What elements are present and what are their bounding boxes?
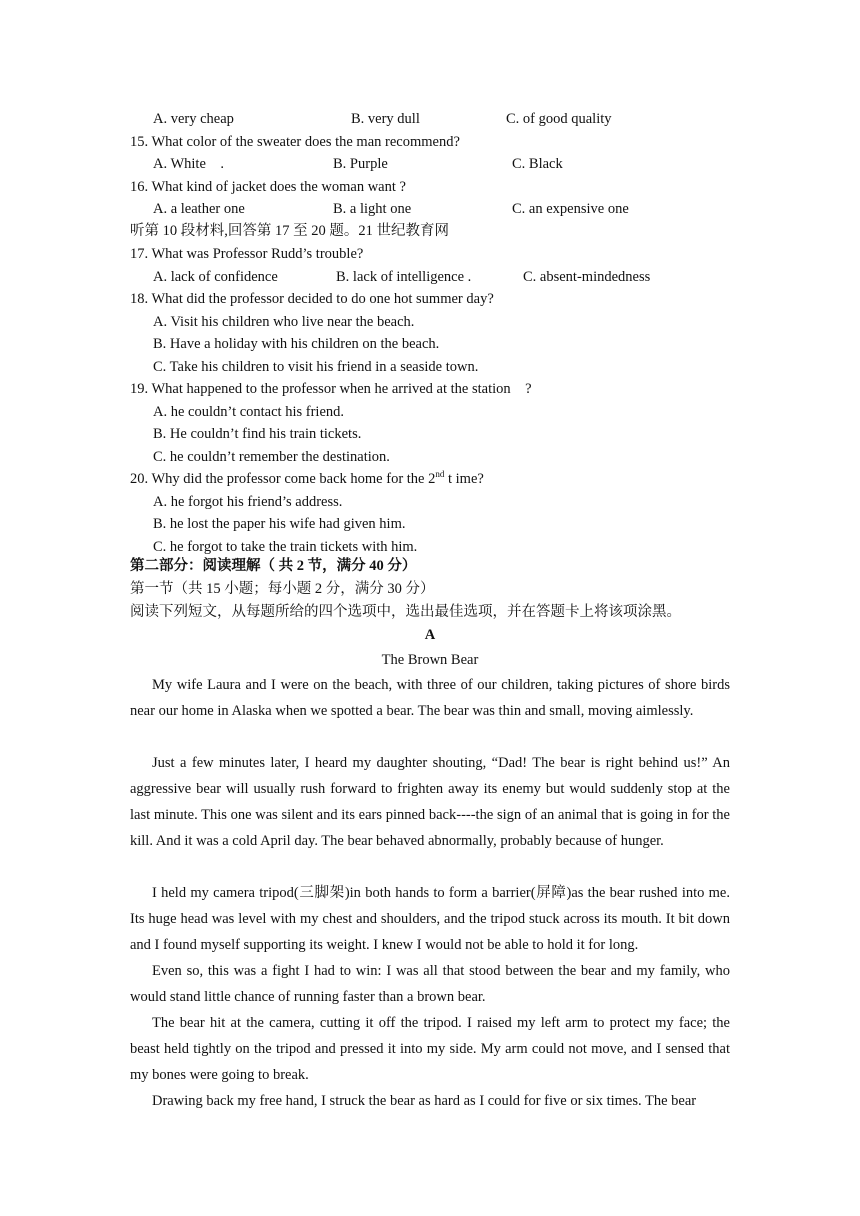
ordinal-suffix: nd (435, 469, 445, 480)
option-c: C. Black (512, 156, 563, 172)
stem-text: 20. Why did the professor come back home for the 2 (130, 471, 436, 487)
option-b: B. a light one (333, 201, 412, 217)
passage-title: The Brown Bear (381, 652, 479, 668)
option-a: A. White . (153, 156, 225, 172)
paragraph-4 (130, 958, 730, 1010)
paragraph-text: Just a few minutes later, I heard my daughter shouting, “Dad! The bear is right behind us!” An aggressive bear will usually rush forward to frighten away its enemy but would suddenly stop at the last minute. This one was silent and its ears pinned back----the sign of an animal that is going in for the kill. And it was a cold April day. The bear behaved abnormally, probably because of hunger. (130, 755, 730, 849)
question-19-option-a: A. he couldn’t contact his friend. (153, 404, 344, 420)
question-19-option-b: B. He couldn’t find his train tickets. (153, 426, 362, 442)
paragraph-5 (130, 1010, 730, 1088)
question-18-stem: 18. What did the professor decided to do one hot summer day? (130, 291, 494, 307)
paragraph-3 (130, 880, 730, 958)
question-18-option-a: A. Visit his children who live near the beach. (153, 314, 415, 330)
stem-text-end: t ime? (444, 471, 484, 487)
paragraph-text: I held my camera tripod(三脚架)in both hands to form a barrier(屏障)as the bear rushed into me. Its huge head was level with my chest and shoulders, and the tripod stuck across its mouth. It bit down and I found myself supporting its weight. I knew I would not be able to hold it for long. (130, 885, 730, 953)
option-c: C. of good quality (506, 111, 612, 127)
question-20-option-a: A. he forgot his friend’s address. (153, 494, 343, 510)
option-b: B. lack of intelligence . (336, 269, 472, 285)
question-18-option-c: C. Take his children to visit his friend in a seaside town. (153, 359, 479, 375)
section-1-heading: 第一节（共 15 小题；每小题 2 分，满分 30 分） (130, 581, 435, 597)
passage-label: A (424, 627, 436, 643)
option-a: A. lack of confidence (153, 269, 278, 285)
question-18-option-b: B. Have a holiday with his children on the beach. (153, 336, 440, 352)
question-15-stem: 15. What color of the sweater does the man recommend? (130, 134, 460, 150)
option-a: A. a leather one (153, 201, 245, 217)
option-c: C. an expensive one (512, 201, 629, 217)
listening-instruction: 听第 10 段材料,回答第 17 至 20 题。21 世纪教育网 (130, 223, 449, 239)
option-b: B. Purple (333, 156, 388, 172)
question-20-option-c: C. he forgot to take the train tickets with him. (153, 539, 418, 555)
paragraph-1 (130, 672, 730, 724)
paragraph-text: Drawing back my free hand, I struck the bear as hard as I could for five or six times. The bear (152, 1093, 697, 1109)
option-b: B. very dull (351, 111, 420, 127)
question-16-stem: 16. What kind of jacket does the woman want ? (130, 179, 406, 195)
paragraph-text: The bear hit at the camera, cutting it off the tripod. I raised my left arm to protect my face; the beast held tightly on the tripod and pressed it into my side. My arm could not move, and I sensed that my bones were going to break. (130, 1015, 730, 1083)
reading-instructions: 阅读下列短文，从每题所给的四个选项中，选出最佳选项，并在答题卡上将该项涂黑。 (130, 604, 681, 620)
paragraph-2 (130, 750, 730, 854)
paragraph-text: My wife Laura and I were on the beach, with three of our children, taking pictures of shore birds near our home in Alaska when we spotted a bear. The bear was thin and small, moving aimlessly. (130, 677, 730, 719)
question-19-stem: 19. What happened to the professor when he arrived at the station ? (130, 381, 532, 397)
paragraph-6 (130, 1088, 730, 1114)
part-2-title: 第二部分：阅读理解（ 共 2 节，满分 40 分） (130, 558, 417, 574)
question-20-option-b: B. he lost the paper his wife had given him. (153, 516, 406, 532)
option-c: C. absent-mindedness (523, 269, 651, 285)
option-a: A. very cheap (153, 111, 234, 127)
question-17-stem: 17. What was Professor Rudd’s trouble? (130, 246, 364, 262)
question-19-option-c: C. he couldn’t remember the destination. (153, 449, 390, 465)
question-20-stem (130, 470, 484, 488)
paragraph-text: Even so, this was a fight I had to win: I was all that stood between the bear and my family, who would stand little chance of running faster than a brown bear. (130, 963, 730, 1005)
